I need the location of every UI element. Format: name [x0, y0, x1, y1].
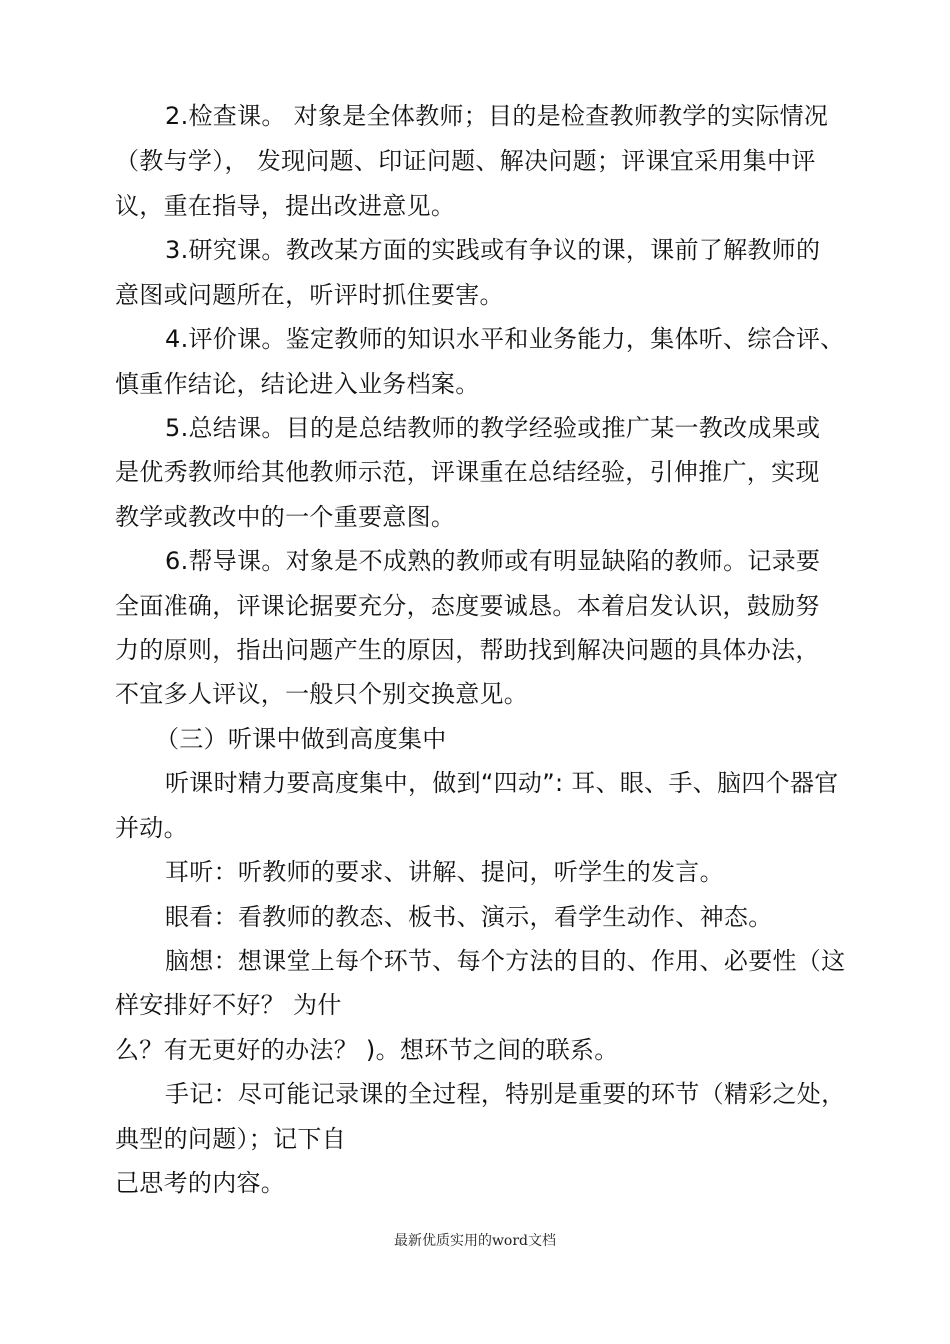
text-line: 6.帮导课。对象是不成熟的教师或有明显缺陷的教师。记录要 [165, 547, 821, 575]
text-line: 议，重在指导，提出改进意见。 [115, 192, 456, 220]
text-line: 耳听：听教师的要求、讲解、提问，听学生的发言。 [165, 858, 724, 886]
section-heading: （三）听课中做到高度集中 [155, 725, 447, 753]
text-line: 5.总结课。目的是总结教师的教学经验或推广某一教改成果或 [165, 414, 821, 442]
text-line: 己思考的内容。 [115, 1169, 286, 1197]
text-line: 手记：尽可能记录课的全过程，特别是重要的环节（精彩之处， [165, 1080, 846, 1108]
page-footer: 最新优质实用的word文档 [393, 1233, 557, 1249]
text-line: 样安排好不好？ 为什 [115, 991, 342, 1019]
text-line: 不宜多人评议，一般只个别交换意见。 [115, 680, 529, 708]
text-line: （教与学）， 发现问题、印证问题、解决问题；评课宜采用集中评 [115, 147, 816, 175]
text-line: 是优秀教师给其他教师示范，评课重在总结经验，引伸推广，实现 [115, 458, 820, 486]
text-line: 教学或教改中的一个重要意图。 [115, 503, 456, 531]
text-line: 眼看：看教师的教态、板书、演示，看学生动作、神态。 [165, 903, 773, 931]
text-line: 么？有无更好的办法？ )。想环节之间的联系。 [115, 1036, 619, 1064]
text-line: 4.评价课。鉴定教师的知识水平和业务能力，集体听、综合评、 [165, 325, 845, 353]
text-line: 听课时精力要高度集中，做到“四动”: 耳、眼、手、脑四个器官 [165, 769, 839, 797]
text-line: 3.研究课。教改某方面的实践或有争议的课，课前了解教师的 [165, 236, 821, 264]
text-line: 2.检查课。 对象是全体教师；目的是检查教师教学的实际情况 [165, 102, 829, 130]
text-line: 并动。 [115, 814, 188, 842]
text-line: 全面准确，评课论据要充分，态度要诚恳。本着启发认识，鼓励努 [115, 592, 820, 620]
text-line: 力的原则，指出问题产生的原因，帮助找到解决问题的具体办法， [115, 636, 820, 664]
text-line: 典型的问题）；记下自 [115, 1125, 346, 1153]
text-line: 脑想：想课堂上每个环节、每个方法的目的、作用、必要性（这 [165, 947, 846, 975]
text-line: 慎重作结论，结论进入业务档案。 [115, 370, 480, 398]
text-line: 意图或问题所在，听评时抓住要害。 [115, 281, 504, 309]
